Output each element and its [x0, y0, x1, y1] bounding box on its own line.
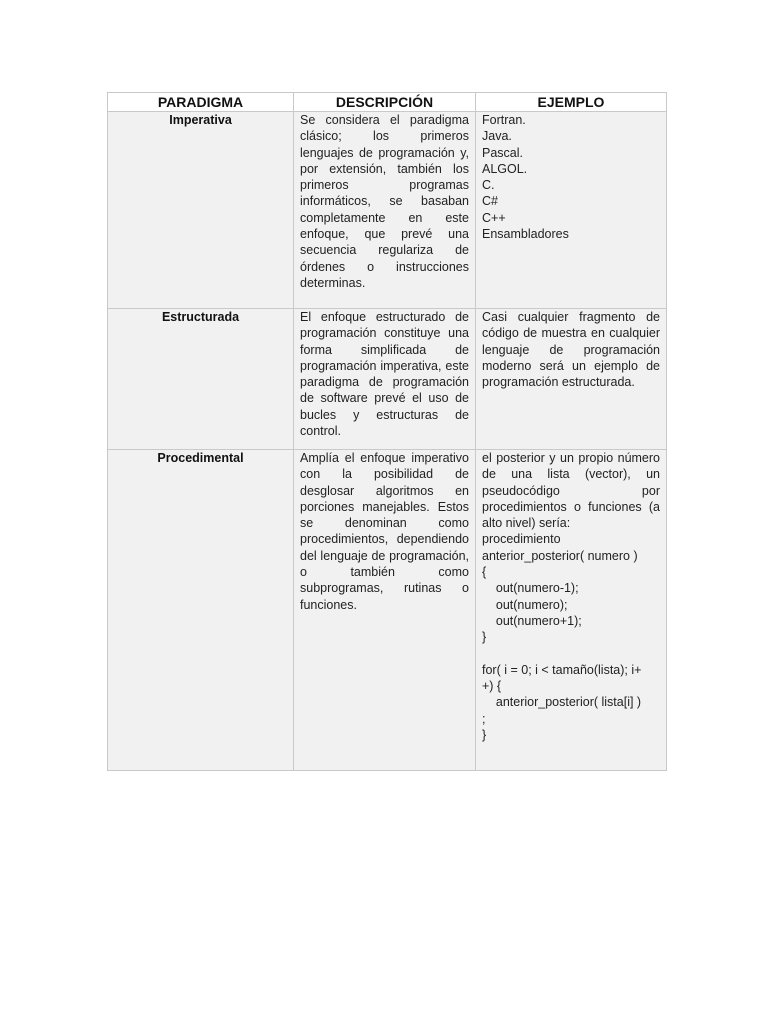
- example-line: Java.: [482, 129, 512, 144]
- table-header-row: [108, 93, 667, 112]
- paradigm-description: Amplía el enfoque imperativo con la posibilidad de desglosar algoritmos en porciones manejables. Estos se denominan como procedimientos, dependiendo del lenguaje de programación, o también como subprogramas, rutinas o funciones.: [294, 450, 476, 771]
- code-line: {: [482, 565, 487, 580]
- paradigms-table: [107, 92, 667, 771]
- paradigm-description: Se considera el paradigma clásico; los primeros lenguajes de programación y, por extensión, también los primeros programas informáticos, se basaban completamente en este enfoque, que prevé una secuencia regulariza de órdenes o instrucciones determinas.: [294, 112, 476, 309]
- code-line: }: [482, 630, 487, 645]
- table-row-estructurada: [108, 309, 667, 450]
- code-line: out(numero-1);: [482, 581, 579, 596]
- example-line: ALGOL.: [482, 161, 528, 176]
- paradigm-example: [476, 450, 667, 771]
- paradigm-name: Imperativa: [108, 112, 294, 309]
- example-line: C#: [482, 194, 498, 209]
- code-line: anterior_posterior( lista[i] ): [482, 695, 642, 710]
- example-line: Fortran.: [482, 113, 526, 127]
- example-line: Pascal.: [482, 145, 523, 160]
- code-line: +) {: [482, 679, 502, 694]
- example-line: C++: [482, 210, 506, 225]
- paradigm-name: Estructurada: [108, 309, 294, 450]
- header-descripcion: DESCRIPCIÓN: [294, 93, 476, 112]
- code-line: procedimiento: [482, 532, 561, 547]
- header-ejemplo: EJEMPLO: [476, 93, 667, 112]
- code-line: out(numero+1);: [482, 613, 582, 628]
- example-line: Ensambladores: [482, 227, 569, 242]
- paradigm-name: Procedimental: [108, 450, 294, 771]
- code-line: }: [482, 728, 487, 743]
- code-line: [482, 646, 660, 662]
- code-line: for( i = 0; i < tamaño(lista); i+: [482, 662, 642, 677]
- code-line: anterior_posterior( numero ): [482, 548, 638, 563]
- paradigm-example: Casi cualquier fragmento de código de muestra en cualquier lenguaje de programación moderno será un ejemplo de programación estructurada.: [476, 309, 667, 450]
- example-text: el posterior y un propio número de una lista (vector), un pseudocódigo por procedimientos o funciones (a alto nivel) sería:: [482, 451, 660, 531]
- paradigm-example: [476, 112, 667, 309]
- paradigm-description: El enfoque estructurado de programación constituye una forma simplificada de programación imperativa, este paradigma de programación de software prevé el uso de bucles y estructuras de control.: [294, 309, 476, 450]
- table-row-procedimental: [108, 450, 667, 771]
- code-line: out(numero);: [482, 597, 568, 612]
- table-row-imperativa: [108, 112, 667, 309]
- header-paradigma: PARADIGMA: [108, 93, 294, 112]
- example-line: C.: [482, 178, 495, 193]
- code-line: ;: [482, 711, 486, 726]
